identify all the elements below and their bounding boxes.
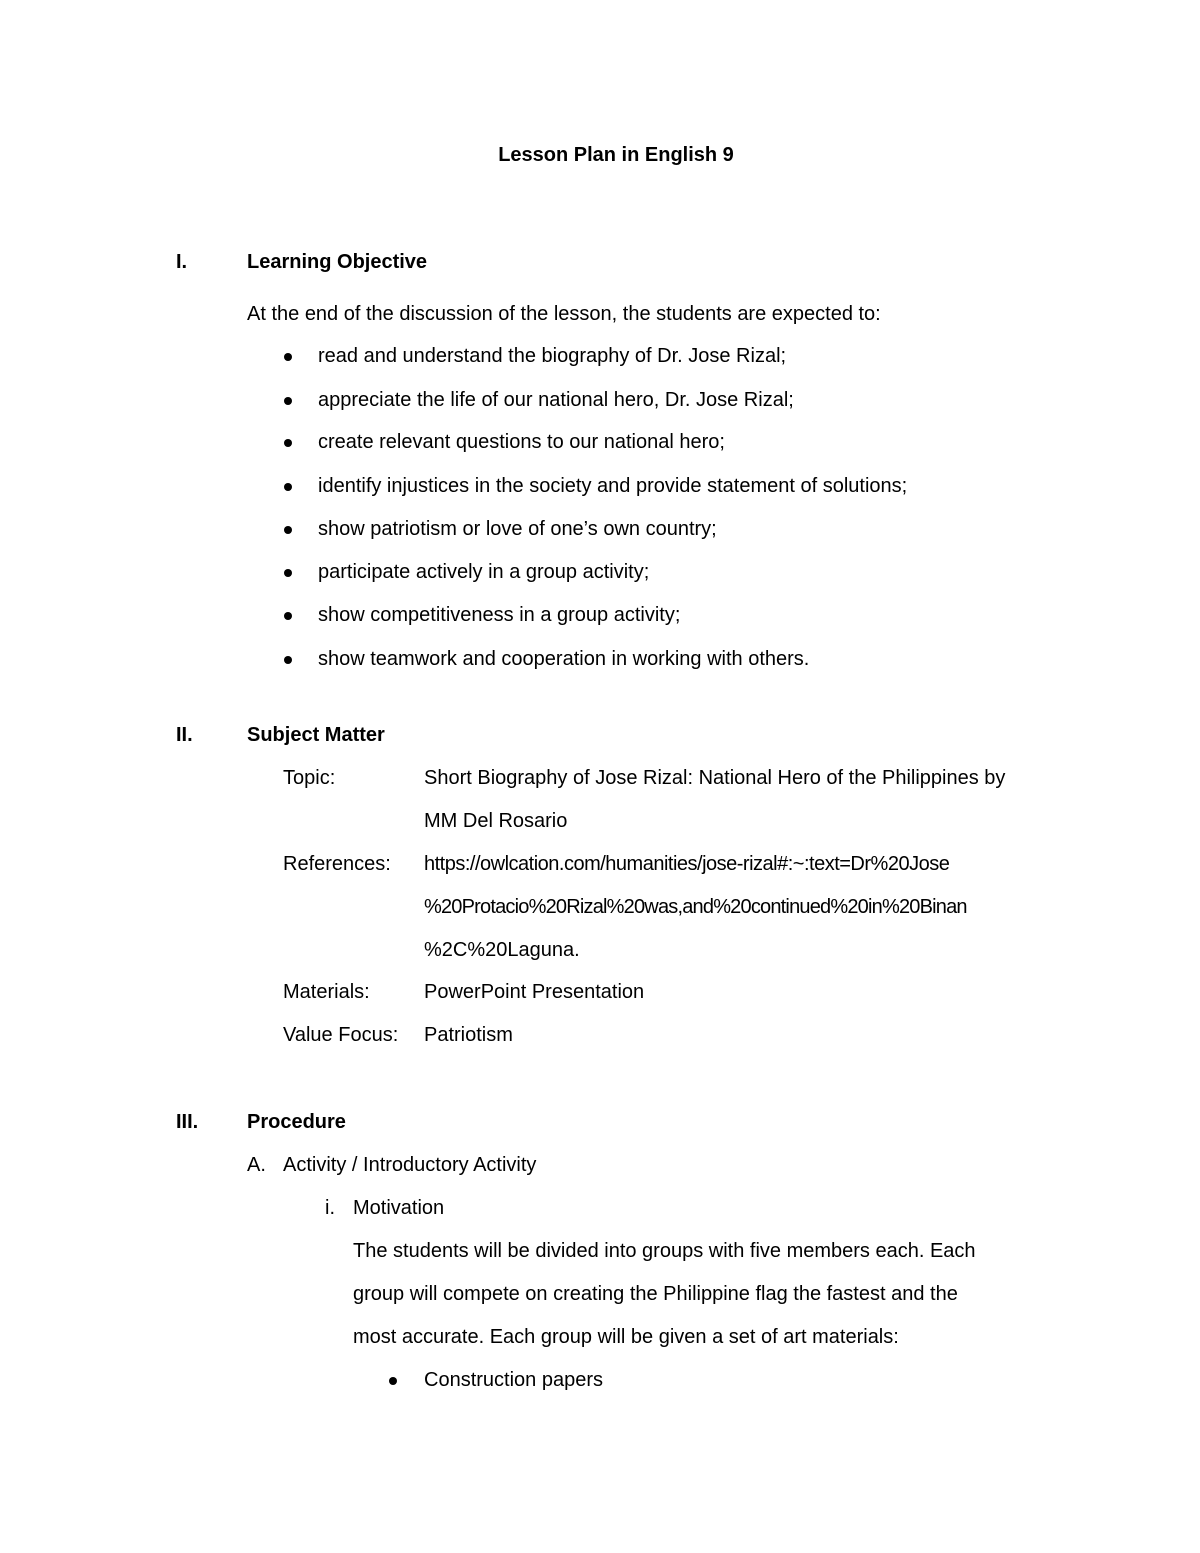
procedure-a-text: Activity / Introductory Activity (283, 1154, 537, 1176)
references-value-line2: %20Protacio%20Rizal%20was,and%20continued%20in%20Binan (424, 896, 967, 918)
value-focus-value: Patriotism (424, 1024, 513, 1046)
objective-item: show competitiveness in a group activity; (318, 604, 681, 626)
section-3-heading: Procedure (247, 1111, 346, 1133)
objectives-intro: At the end of the discussion of the lesson, the students are expected to: (247, 303, 881, 325)
objective-item: show teamwork and cooperation in working with others. (318, 648, 810, 670)
objective-item: identify injustices in the society and provide statement of solutions; (318, 475, 908, 497)
page-title: Lesson Plan in English 9 (498, 144, 734, 166)
topic-label: Topic: (283, 767, 336, 789)
objective-item: participate actively in a group activity; (318, 561, 650, 583)
motivation-paragraph-line3: most accurate. Each group will be given a set of art materials: (353, 1326, 899, 1348)
value-focus-label: Value Focus: (283, 1024, 399, 1046)
bullet-icon (284, 439, 292, 447)
topic-value-line2: MM Del Rosario (424, 810, 568, 832)
materials-label: Materials: (283, 981, 370, 1003)
procedure-a-label: A. (247, 1154, 266, 1176)
bullet-icon (284, 353, 292, 361)
bullet-icon (284, 483, 292, 491)
materials-list-item: Construction papers (424, 1369, 603, 1391)
objective-item: show patriotism or love of one’s own country; (318, 518, 717, 540)
bullet-icon (389, 1377, 397, 1385)
bullet-icon (284, 397, 292, 405)
topic-value-line1: Short Biography of Jose Rizal: National Hero of the Philippines by (424, 767, 1006, 789)
bullet-icon (284, 526, 292, 534)
bullet-icon (284, 612, 292, 620)
objective-item: create relevant questions to our national hero; (318, 431, 725, 453)
references-label: References: (283, 853, 391, 875)
section-2-numeral: II. (176, 724, 193, 746)
objective-item: read and understand the biography of Dr. Jose Rizal; (318, 345, 787, 367)
procedure-i-label: i. (325, 1197, 335, 1219)
section-1-numeral: I. (176, 251, 188, 273)
materials-value: PowerPoint Presentation (424, 981, 645, 1003)
bullet-icon (284, 569, 292, 577)
section-2-heading: Subject Matter (247, 724, 385, 746)
objective-item: appreciate the life of our national hero, Dr. Jose Rizal; (318, 389, 794, 411)
motivation-paragraph-line1: The students will be divided into groups with five members each. Each (353, 1240, 976, 1262)
section-3-numeral: III. (176, 1111, 199, 1133)
references-value-line3: %2C%20Laguna. (424, 939, 580, 961)
motivation-paragraph-line2: group will compete on creating the Philippine flag the fastest and the (353, 1283, 958, 1305)
section-1-heading: Learning Objective (247, 251, 428, 273)
bullet-icon (284, 656, 292, 664)
procedure-i-text: Motivation (353, 1197, 445, 1219)
references-value-line1: https://owlcation.com/humanities/jose-rizal#:~:text=Dr%20Jose (424, 853, 950, 875)
